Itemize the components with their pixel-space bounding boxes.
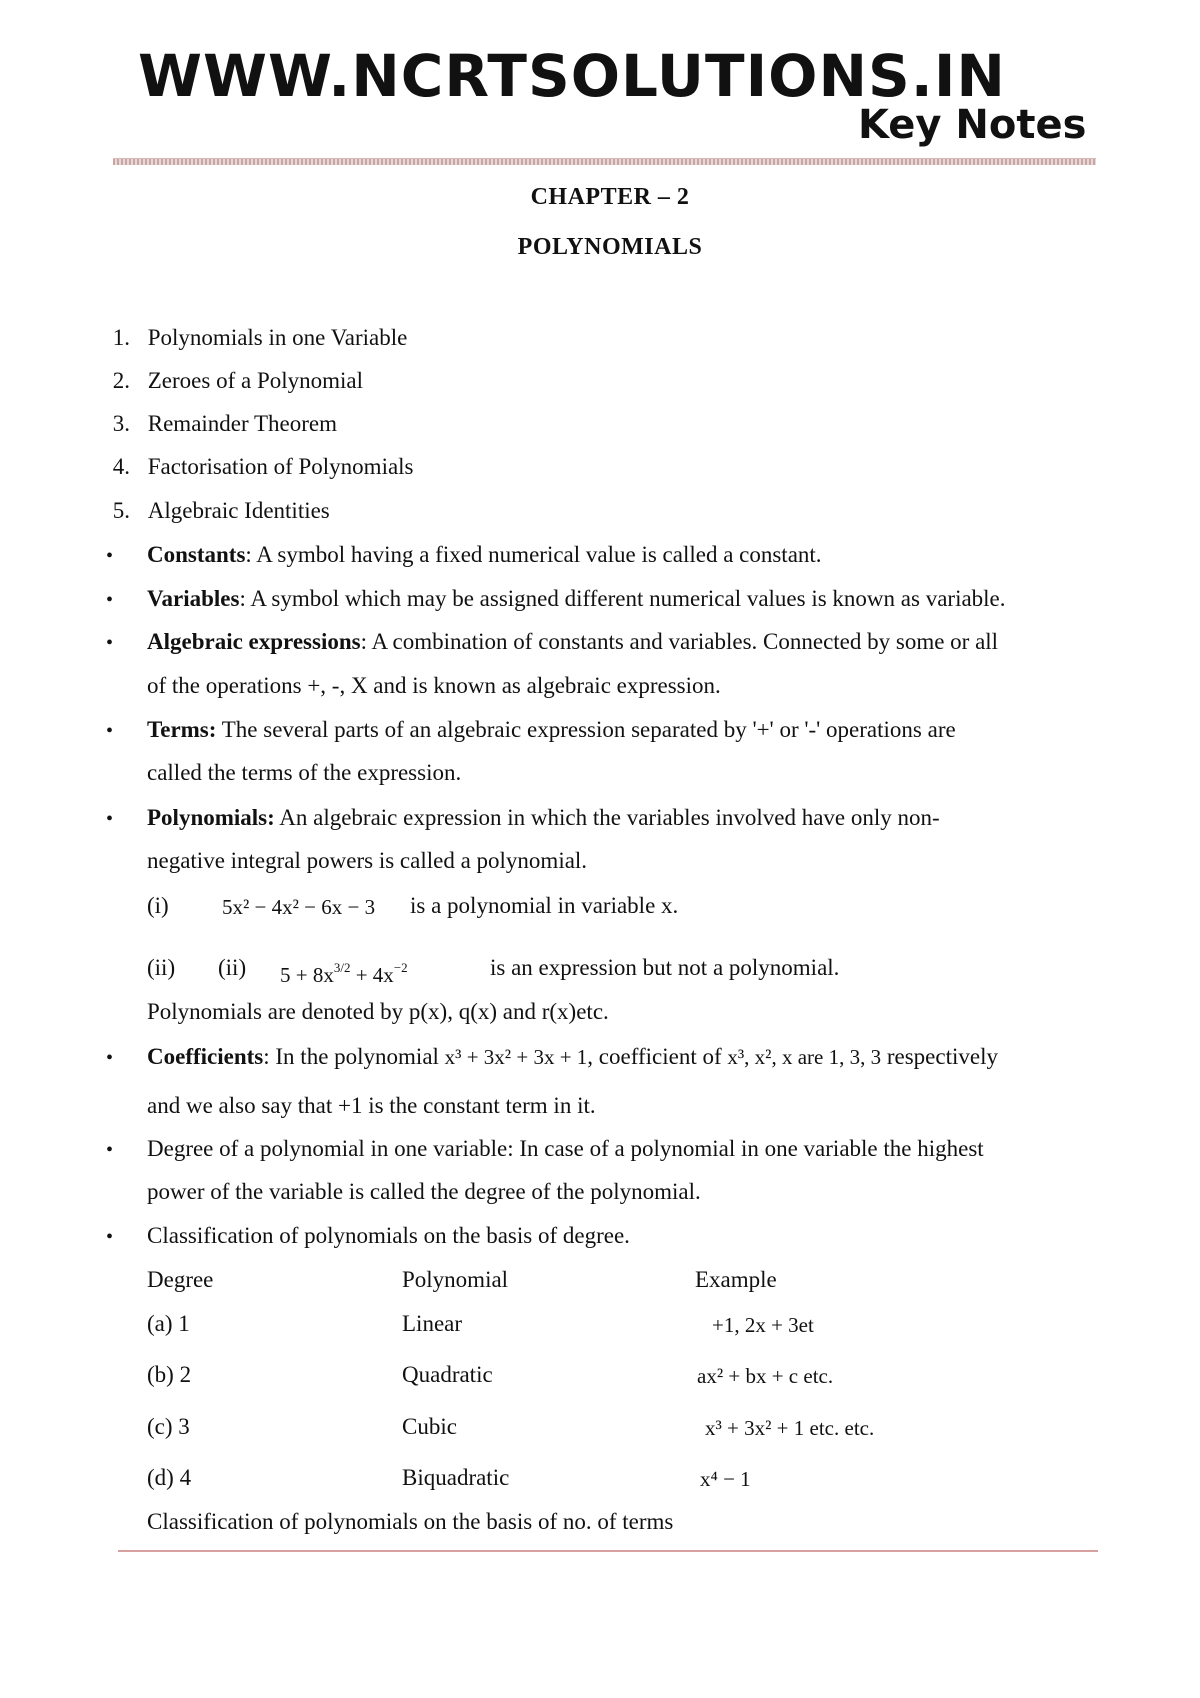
table-cell-degree: (a) 1 — [147, 1311, 190, 1336]
example-text: is a polynomial in variable x. — [410, 893, 679, 918]
example-label: (i) — [147, 893, 169, 918]
example-expression: 5x² − 4x² − 6x − 3 — [222, 895, 376, 919]
definition-algebraic-cont: of the operations +, -, X and is known as algebraic expression. — [147, 673, 721, 698]
table-cell-polynomial: Biquadratic — [402, 1465, 510, 1490]
bullet-icon: • — [106, 808, 114, 830]
table-cell-degree: (d) 4 — [147, 1465, 192, 1490]
key-notes-label: Key Notes — [858, 102, 1087, 148]
table-cell-example: x³ + 3x² + 1 etc. etc. — [705, 1416, 875, 1440]
bullet-icon: • — [106, 632, 114, 654]
definition-terms-cont: called the terms of the expression. — [147, 760, 462, 785]
table-cell-polynomial: Quadratic — [402, 1362, 493, 1387]
example-label: (ii) — [147, 955, 176, 980]
definition-degree-cont: power of the variable is called the degree of the polynomial. — [147, 1179, 701, 1204]
table-cell-degree: (c) 3 — [147, 1414, 190, 1439]
example-text: is an expression but not a polynomial. — [490, 955, 840, 980]
bullet-icon: • — [106, 720, 114, 742]
bullet-icon: • — [106, 589, 114, 611]
table-cell-example: x⁴ − 1 — [700, 1467, 751, 1491]
bullet-icon: • — [106, 545, 114, 567]
header-divider — [113, 158, 1096, 165]
notation-text: Polynomials are denoted by p(x), q(x) and r(x)etc. — [147, 999, 609, 1024]
definition-polynomials: Polynomials: An algebraic expression in which the variables involved have only non- — [147, 805, 940, 830]
bullet-icon: • — [106, 1226, 114, 1248]
definition-constants: Constants: A symbol having a fixed numerical value is called a constant. — [147, 542, 822, 567]
table-cell-polynomial: Cubic — [402, 1414, 457, 1439]
footer-divider — [118, 1550, 1098, 1552]
table-header-degree: Degree — [147, 1267, 214, 1292]
classification-terms-intro: Classification of polynomials on the basis of no. of terms — [147, 1509, 674, 1534]
example-label-b: (ii) — [218, 955, 247, 980]
table-header-polynomial: Polynomial — [402, 1267, 509, 1292]
table-header-example: Example — [695, 1267, 777, 1292]
table-cell-example: +1, 2x + 3et — [712, 1313, 814, 1337]
definition-polynomials-cont: negative integral powers is called a polynomial. — [147, 848, 588, 873]
list-item: 2. Zeroes of a Polynomial — [112, 368, 364, 393]
list-item: 5. Algebraic Identities — [112, 498, 330, 523]
list-item: 3. Remainder Theorem — [112, 411, 338, 436]
definition-terms: Terms: The several parts of an algebraic expression separated by '+' or '-' operations are — [147, 717, 956, 742]
list-item: 1. Polynomials in one Variable — [112, 325, 408, 350]
definition-coefficients-cont: and we also say that +1 is the constant term in it. — [147, 1093, 596, 1118]
list-item: 4. Factorisation of Polynomials — [112, 454, 414, 479]
table-cell-example: ax² + bx + c etc. — [697, 1364, 834, 1388]
page-title: POLYNOMIALS — [517, 234, 703, 260]
definition-variables: Variables: A symbol which may be assigned different numerical values is known as variable. — [147, 586, 1006, 611]
table-cell-degree: (b) 2 — [147, 1362, 192, 1387]
classification-intro: Classification of polynomials on the basis of degree. — [147, 1223, 630, 1248]
definition-degree: Degree of a polynomial in one variable: In case of a polynomial in one variable the highest — [147, 1136, 984, 1161]
bullet-icon: • — [106, 1139, 114, 1161]
bullet-icon: • — [106, 1047, 114, 1069]
table-cell-polynomial: Linear — [402, 1311, 463, 1336]
site-banner: WWW.NCRTSOLUTIONS.IN — [138, 42, 1006, 110]
chapter-heading: CHAPTER – 2 — [530, 184, 690, 210]
example-expression: $5 + 8x^{3/2} + 4x^{-2}$ — [280, 960, 408, 987]
definition-coefficients: Coefficients: In the polynomial x³ + 3x² + 3x + 1, coefficient of x³, x², x are 1, 3, 3 respectively — [147, 1044, 998, 1069]
definition-algebraic: Algebraic expressions: A combination of constants and variables. Connected by some or all — [147, 629, 999, 654]
